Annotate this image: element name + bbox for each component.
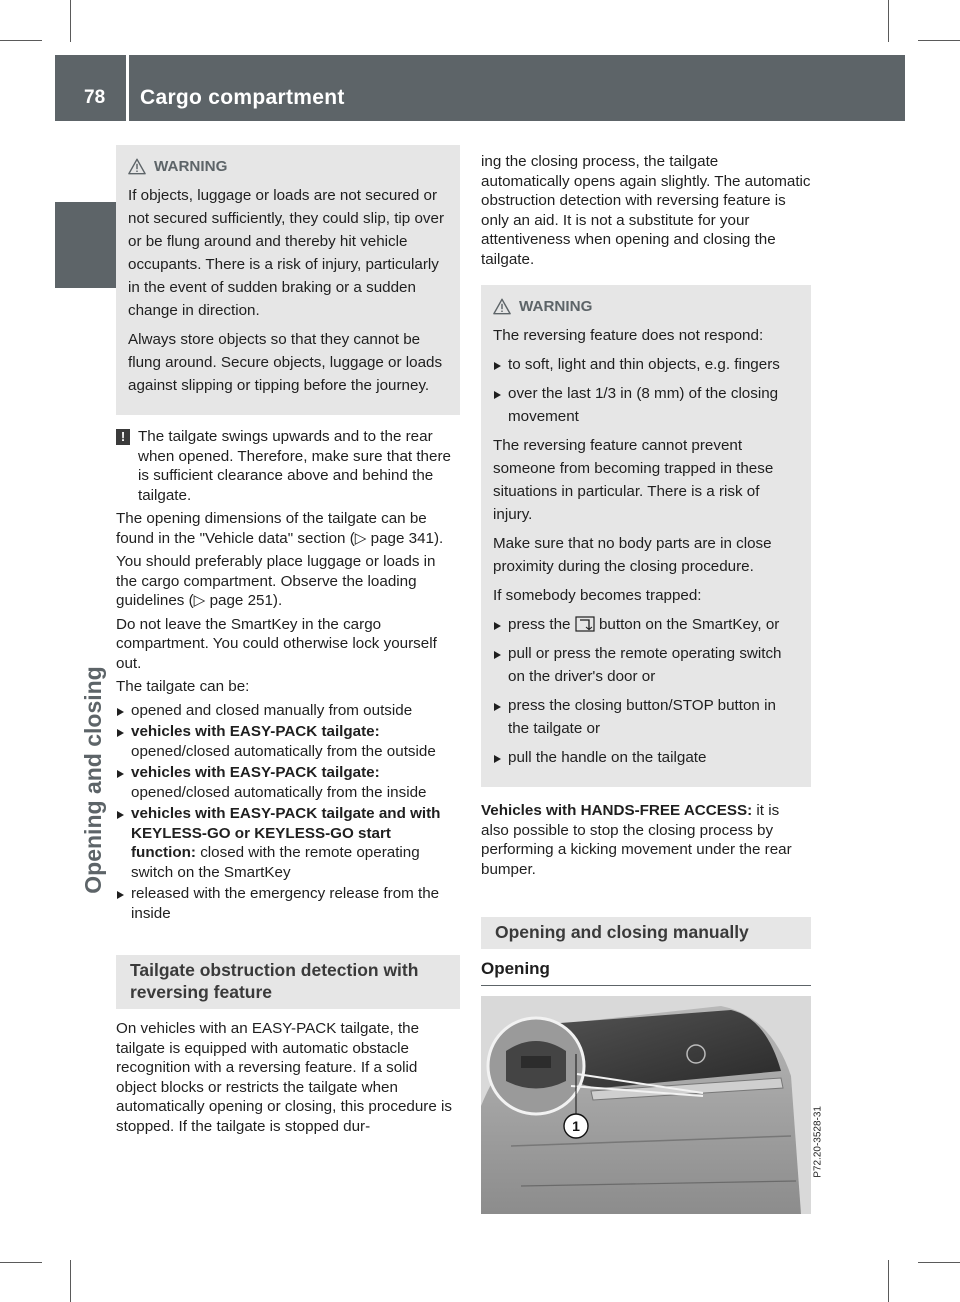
section-heading: Opening and closing manually: [481, 917, 811, 949]
chapter-label: Opening and closing: [79, 666, 106, 894]
subsection-heading: Opening: [481, 959, 811, 986]
warning-heading: [128, 155, 448, 178]
crop-mark: [0, 40, 42, 41]
crop-mark: [918, 1262, 960, 1263]
list-item: over the last 1/3 in (8 mm) of the closing movement: [493, 382, 799, 428]
list-item: opened and closed manually from outside: [116, 701, 460, 721]
warning-text: If somebody becomes trapped:: [493, 587, 702, 604]
paragraph: Do not leave the SmartKey in the cargo compartment. You could otherwise lock yourself out.: [116, 615, 437, 672]
list-item: pull or press the remote operating switch on the driver's door or: [493, 642, 799, 688]
crop-mark: [70, 0, 71, 42]
tailgate-illustration: [481, 996, 824, 1214]
page-title: Cargo compartment: [140, 86, 345, 109]
warning-text: The reversing feature does not respond:: [493, 327, 764, 344]
list-item: press the closing button/STOP button in the tailgate or: [493, 694, 799, 740]
note-text: The tailgate swings upwards and to the rear when opened. Therefore, make sure that there is sufficient clearance above and behind the tailgate.: [138, 428, 451, 504]
figure-callout: 1: [572, 1117, 580, 1134]
paragraph: The tailgate can be:: [116, 678, 250, 695]
warning-text: If objects, luggage or loads are not secured or not secured sufficiently, they could slip, tip over or be flung around and thereby hit vehicle occupants. There is a risk of injury, particularly in the event of sudden braking or a sudden change in direction.: [128, 187, 445, 319]
list-item: to soft, light and thin objects, e.g. fingers: [493, 353, 799, 376]
right-column: [481, 152, 824, 1214]
note-exclamation-icon: !: [116, 429, 130, 445]
section-heading: Tailgate obstruction detection with reversing feature: [116, 955, 460, 1009]
paragraph: [481, 801, 811, 879]
header-divider: [126, 55, 129, 121]
warning-list: [493, 353, 799, 428]
paragraph: ing the closing process, the tailgate automatically opens again slightly. The automatic obstruction detection with reversing feature is only an aid. It is not a substitute for your attentiveness when opening and closing the tailgate.: [481, 153, 811, 268]
figure-code: P72.20-3528-31: [813, 1105, 824, 1178]
page-number: 78: [84, 87, 106, 108]
crop-mark: [888, 0, 889, 42]
warning-heading: [493, 295, 799, 318]
list-item: press the button on the SmartKey, or: [493, 613, 799, 636]
list-item: vehicles with EASY-PACK tailgate and with KEYLESS-GO or KEYLESS-GO start function: closed with the remote operating switch on the SmartKey: [116, 804, 460, 882]
list-item: vehicles with EASY-PACK tailgate: opened/closed automatically from the outside: [116, 722, 460, 761]
crop-mark: [70, 1260, 71, 1302]
warning-triangle-icon: [493, 298, 511, 315]
list-item: pull the handle on the tailgate: [493, 746, 799, 769]
crop-mark: [888, 1260, 889, 1302]
handsfree-text: it is also possible to stop the closing process by performing a kicking movement under the rear bumper.: [481, 802, 792, 878]
warning-label: WARNING: [519, 298, 593, 315]
warning-text: Always store objects so that they cannot be flung around. Secure objects, luggage or loads against slipping or tipping before the journey.: [128, 331, 443, 394]
warning-triangle-icon: [128, 158, 146, 175]
trapped-actions-list: [493, 613, 799, 769]
warning-box: [116, 145, 460, 415]
paragraph: The opening dimensions of the tailgate can be found in the "Vehicle data" section (▷ page 341).: [116, 510, 444, 547]
note: [116, 427, 460, 505]
handsfree-label: Vehicles with HANDS-FREE ACCESS:: [481, 802, 753, 819]
tailgate-button-icon: [575, 616, 595, 632]
paragraph: On vehicles with an EASY-PACK tailgate, the tailgate is equipped with automatic obstacle recognition with a reversing feature. If a solid object blocks or restricts the tailgate when automatically opening or closing, this procedure is stopped. If the tailgate is stopped dur-: [116, 1020, 452, 1135]
warning-label: WARNING: [154, 158, 228, 175]
left-column: [116, 145, 460, 1140]
paragraph: You should preferably place luggage or loads in the cargo compartment. Observe the loading guidelines (▷ page 251).: [116, 553, 436, 609]
crop-mark: [0, 1262, 42, 1263]
crop-mark: [918, 40, 960, 41]
warning-box: [481, 285, 811, 787]
list-item: released with the emergency release from the inside: [116, 884, 460, 923]
warning-text: Make sure that no body parts are in close proximity during the closing procedure.: [493, 535, 772, 575]
warning-text: The reversing feature cannot prevent someone from becoming trapped in these situations in particular. There is a risk of injury.: [493, 437, 774, 523]
tailgate-options-list: [116, 701, 460, 924]
list-item: vehicles with EASY-PACK tailgate: opened/closed automatically from the inside: [116, 763, 460, 802]
car-rear-illustration: [481, 996, 811, 1214]
